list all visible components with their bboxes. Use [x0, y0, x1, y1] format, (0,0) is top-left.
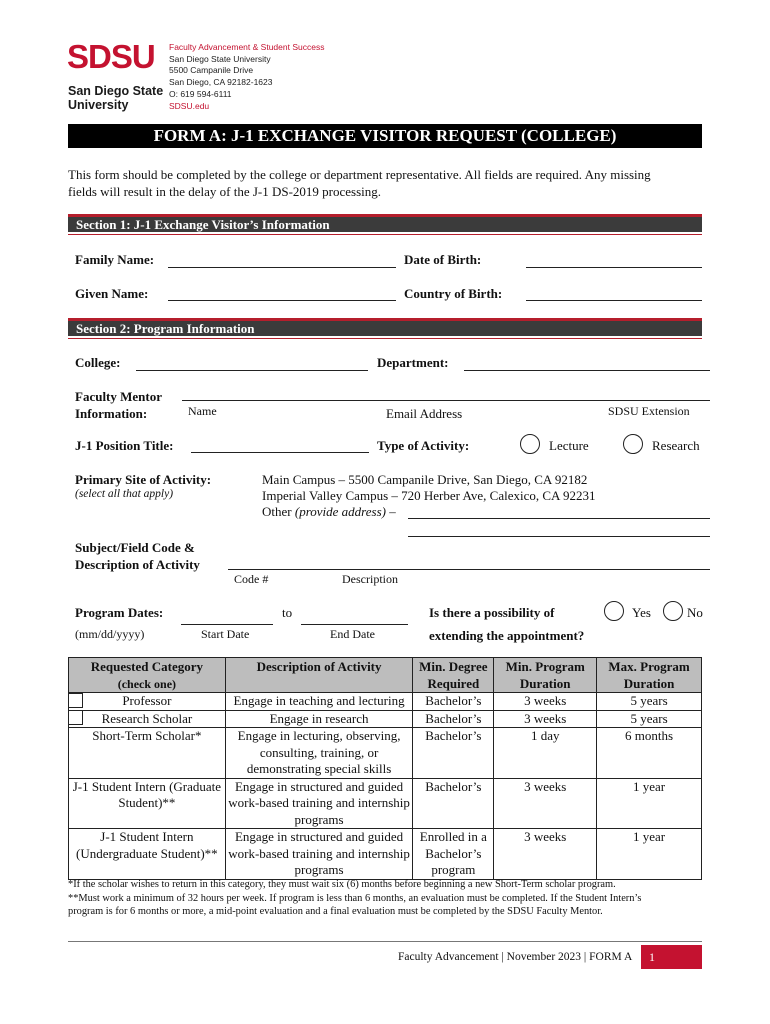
sdsu-logo: SDSU — [67, 38, 155, 75]
table-row — [69, 693, 702, 711]
header-category-note: (check one) — [117, 676, 177, 691]
extension-question-line1: Is there a possibility of — [429, 605, 555, 620]
header-description: Description of Activity — [225, 658, 413, 693]
address-line3: San Diego, CA 92182-1623 — [169, 77, 273, 88]
subject-label-line2: Description of Activity — [75, 557, 200, 572]
yes-radio[interactable] — [604, 601, 624, 621]
site-imperial-valley[interactable]: Imperial Valley Campus – 720 Herber Ave, Calexico, CA 92231 — [262, 488, 596, 503]
footnotes — [68, 878, 718, 919]
address-line2: 5500 Campanile Drive — [169, 65, 254, 76]
footer-divider — [68, 941, 702, 942]
degree-cell: Bachelor’s — [413, 693, 494, 711]
description-cell: Engage in teaching and lecturing — [225, 693, 413, 711]
table-row — [69, 829, 702, 880]
research-label: Research — [652, 438, 700, 453]
program-dates-label: Program Dates: — [75, 605, 164, 620]
phone: O: 619 594-6111 — [169, 88, 232, 99]
intro-line2: fields will result in the delay of the J-1 DS-2019 processing. — [68, 184, 382, 199]
end-date-caption: End Date — [330, 627, 375, 641]
max-duration-cell: 5 years — [597, 693, 702, 711]
address-line1: San Diego State University — [169, 53, 271, 64]
lecture-label: Lecture — [549, 438, 589, 453]
cob-label: Country of Birth: — [404, 286, 503, 301]
cob-field[interactable] — [526, 300, 702, 301]
other-address-field-2[interactable] — [408, 536, 710, 537]
intro-text — [68, 166, 704, 200]
lecture-radio[interactable] — [520, 434, 540, 454]
footer-text: Faculty Advancement | November 2023 | FORM A — [398, 951, 633, 963]
other-address-field-1[interactable] — [408, 518, 710, 519]
footnote-1: *If the scholar wishes to return in this category, they must wait six (6) months before beginning a new Short-Term scholar program. — [68, 879, 616, 890]
section2-heading-text: Section 2: Program Information — [76, 321, 255, 336]
subject-label — [75, 539, 200, 573]
yes-label: Yes — [632, 605, 651, 620]
office-name: Faculty Advancement & Student Success — [169, 42, 325, 52]
header-category — [69, 658, 226, 693]
contact-block — [169, 42, 324, 112]
max-duration-cell: 1 year — [597, 778, 702, 829]
description-cell: Engage in structured and guided work-based training and internship programs — [225, 829, 413, 880]
min-duration-cell: 1 day — [494, 728, 597, 779]
family-name-field[interactable] — [168, 267, 396, 268]
site-other[interactable] — [262, 504, 396, 520]
no-label: No — [687, 605, 703, 620]
mentor-name-caption: Name — [188, 404, 217, 418]
degree-cell: Bachelor’s — [413, 728, 494, 779]
description-caption: Description — [342, 572, 398, 586]
dob-label: Date of Birth: — [404, 252, 482, 267]
mentor-label-line1: Faculty Mentor — [75, 389, 163, 404]
header-degree: Min. Degree Required — [413, 658, 494, 693]
dob-field[interactable] — [526, 267, 702, 268]
category-cell: Professor — [69, 693, 226, 711]
description-cell: Engage in structured and guided work-based training and internship programs — [225, 778, 413, 829]
department-field[interactable] — [464, 370, 710, 371]
header-category-text: Requested Category — [90, 659, 204, 674]
footnote-2: **Must work a minimum of 32 hours per week. If program is less than 6 months, an evaluation must be completed. If the Student Intern’s — [68, 892, 642, 904]
mentor-field[interactable] — [182, 400, 710, 401]
intro-line1: This form should be completed by the college or department representative. All fields are required. Any missing — [68, 167, 651, 182]
description-cell: Engage in research — [225, 710, 413, 728]
mentor-label — [75, 388, 162, 422]
site-main-campus[interactable]: Main Campus – 5500 Campanile Drive, San Diego, CA 92182 — [262, 472, 588, 487]
given-name-label: Given Name: — [75, 286, 149, 301]
degree-cell: Bachelor’s — [413, 778, 494, 829]
page-number-text: 1 — [649, 950, 655, 964]
min-duration-cell: 3 weeks — [494, 693, 597, 711]
category-cell: J-1 Student Intern (Undergraduate Student)** — [69, 829, 226, 880]
site-other-note: (provide address) – — [294, 504, 396, 519]
table-row — [69, 728, 702, 779]
given-name-field[interactable] — [168, 300, 396, 301]
max-duration-cell: 1 year — [597, 829, 702, 880]
header-max-duration: Max. Program Duration — [597, 658, 702, 693]
form-title: FORM A: J-1 EXCHANGE VISITOR REQUEST (COLLEGE) — [68, 124, 702, 148]
research-scholar-checkbox[interactable] — [68, 710, 83, 729]
max-duration-cell: 5 years — [597, 710, 702, 728]
date-format-note: (mm/dd/yyyy) — [75, 627, 145, 641]
table-row — [69, 710, 702, 728]
min-duration-cell: 3 weeks — [494, 778, 597, 829]
start-date-caption: Start Date — [201, 627, 250, 641]
no-radio[interactable] — [663, 601, 683, 621]
wordmark-line2: University — [68, 98, 129, 112]
mentor-ext-caption: SDSU Extension — [608, 404, 690, 418]
header-min-duration: Min. Program Duration — [494, 658, 597, 693]
table-row — [69, 778, 702, 829]
start-date-field[interactable] — [181, 624, 273, 625]
category-cell: Short-Term Scholar* — [69, 728, 226, 779]
section2-heading — [68, 318, 702, 336]
subject-label-line1: Subject/Field Code & — [75, 540, 195, 555]
section1-heading-text: Section 1: J-1 Exchange Visitor’s Information — [76, 217, 330, 232]
code-caption: Code # — [234, 572, 269, 586]
mentor-email-caption: Email Address — [386, 406, 463, 421]
footnote-3: program is for 6 months or more, a mid-point evaluation and a final evaluation must be completed by the SDSU Faculty Mentor. — [68, 906, 603, 917]
website-link[interactable]: SDSU.edu — [169, 100, 210, 111]
university-wordmark — [68, 84, 163, 112]
degree-cell: Bachelor’s — [413, 710, 494, 728]
subject-field[interactable] — [228, 569, 710, 570]
primary-site-note: (select all that apply) — [75, 488, 174, 500]
family-name-label: Family Name: — [75, 252, 155, 267]
position-title-field[interactable] — [191, 452, 369, 453]
wordmark-line1: San Diego State — [68, 84, 164, 98]
to-label: to — [282, 605, 293, 620]
description-cell: Engage in lecturing, observing, consulting, training, or demonstrating special skills — [225, 728, 413, 779]
min-duration-cell: 3 weeks — [494, 710, 597, 728]
site-other-label: Other — [262, 504, 292, 519]
category-cell: Research Scholar — [69, 710, 226, 728]
position-title-label: J-1 Position Title: — [75, 438, 174, 453]
max-duration-cell: 6 months — [597, 728, 702, 779]
category-table — [68, 657, 702, 880]
department-label: Department: — [377, 355, 449, 370]
research-radio[interactable] — [623, 434, 643, 454]
degree-cell: Enrolled in a Bachelor’s program — [413, 829, 494, 880]
mentor-label-line2: Information: — [75, 406, 148, 421]
college-label: College: — [75, 355, 121, 370]
category-cell: J-1 Student Intern (Graduate Student)** — [69, 778, 226, 829]
extension-question-line2: extending the appointment? — [429, 628, 585, 643]
page-number — [641, 945, 702, 969]
section1-heading — [68, 214, 702, 232]
end-date-field[interactable] — [301, 624, 408, 625]
activity-type-label: Type of Activity: — [377, 438, 470, 453]
college-field[interactable] — [136, 370, 368, 371]
table-header-row — [69, 658, 702, 693]
primary-site-label: Primary Site of Activity: — [75, 472, 212, 487]
min-duration-cell: 3 weeks — [494, 829, 597, 880]
